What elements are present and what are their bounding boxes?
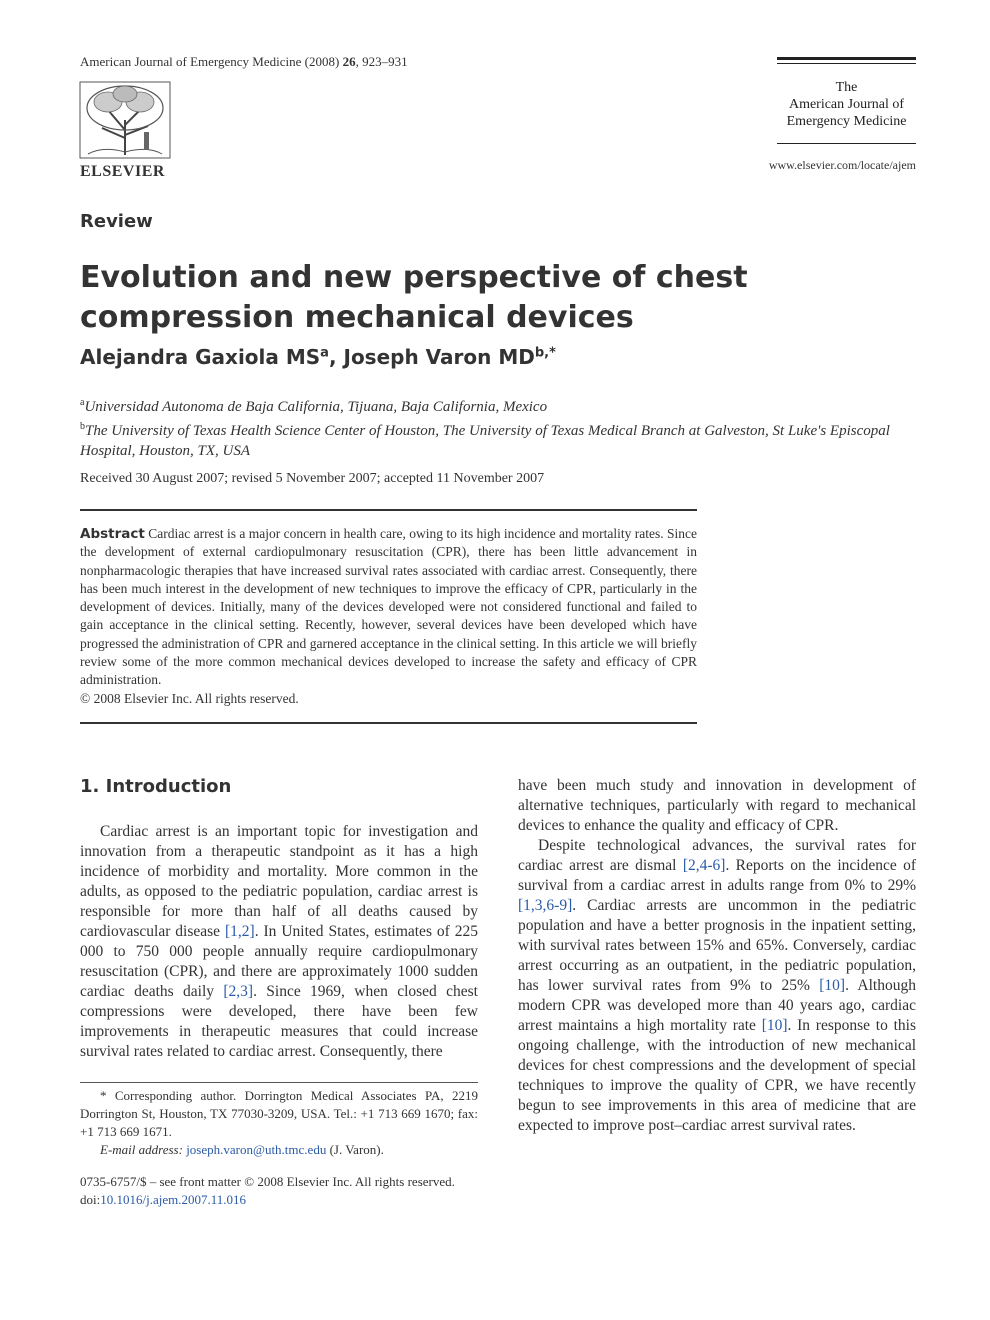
reference-link[interactable]: [2,3]: [223, 983, 254, 1000]
email-label: E-mail address:: [100, 1142, 187, 1157]
intro-paragraph-1-continued: have been much study and innovation in development of alternative techniques, particularly with regard to mechanical devices to enhance the quality and efficacy of CPR.: [518, 777, 916, 834]
journal-logo-line2: American Journal of: [788, 97, 905, 112]
corresponding-author-note: * Corresponding author. Dorrington Medical Associates PA, 2219 Dorrington St, Houston, TX 77030-3209, USA. Tel.: +1 713 669 1670; fax: +1 713 669 1671.: [80, 1088, 478, 1139]
author1-name: Alejandra Gaxiola MS: [80, 345, 321, 369]
intro-paragraph-2: [518, 836, 916, 1136]
reference-link[interactable]: [10]: [761, 1017, 788, 1034]
article-type-label: Review: [80, 211, 153, 232]
abstract-copyright: © 2008 Elsevier Inc. All rights reserved.: [80, 690, 299, 706]
intro-p1-text-a: Cardiac arrest is an important topic for investigation and innovation from a therapeutic standpoint as it has a high incidence of morbidity and mortality. More common in the adults, as opposed to the pediatric population, cardiac arrest is responsible for more than half of all deaths caused by cardiovascular disease: [80, 823, 478, 940]
issn-line: 0735-6757/$ – see front matter © 2008 Elsevier Inc. All rights reserved.: [80, 1174, 455, 1189]
journal-url[interactable]: www.elsevier.com/locate/ajem: [768, 158, 916, 172]
email-line: [80, 1141, 478, 1159]
author-line: [80, 345, 556, 369]
journal-logo-line1: The: [835, 80, 858, 95]
abstract-rule-top: [80, 509, 697, 511]
author1-affil-mark: a: [320, 345, 329, 361]
journal-logo-rule-thick: [777, 57, 916, 60]
intro-p2-text-e: . In response to this ongoing challenge, with the introduction of new mechanical devices for chest compressions and the development of special techniques to improve the quality of CPR, we have recently begun to see improvements in this area of medicine that are expected to improve post–cardiac arrest survival rates.: [518, 1017, 916, 1134]
body-column-2: [518, 776, 916, 1136]
doi-label: doi:: [80, 1192, 101, 1207]
author2-name: Joseph Varon MD: [343, 345, 535, 369]
intro-p2-text-c: . Cardiac arrests are uncommon in the pediatric population and have a better prognosis in the inpatient setting, with survival rates between 15% and 65%. Conversely, cardiac arrest occurring as an outpatient, in the pediatric population, has lower survival rates from 9% to 25%: [518, 897, 916, 994]
affiliation-b: [80, 417, 900, 461]
abstract-rule-bottom: [80, 722, 697, 724]
intro-p2-text-a: Despite technological advances, the survival rates for cardiac arrest are dismal: [518, 837, 916, 874]
affiliation-b-mark: b: [80, 421, 85, 432]
section-heading-introduction: 1. Introduction: [80, 776, 232, 797]
doi-line: [80, 1191, 455, 1209]
affiliation-a: [80, 393, 900, 417]
reference-link[interactable]: [10]: [819, 977, 846, 994]
author-separator: ,: [328, 345, 344, 369]
front-matter-footer: [80, 1173, 455, 1209]
affiliation-a-text: Universidad Autonoma de Baja California, Tijuana, Baja California, Mexico: [84, 399, 548, 415]
publisher-wordmark: ELSEVIER: [80, 163, 165, 180]
doi-link[interactable]: 10.1016/j.ajem.2007.11.016: [100, 1192, 246, 1207]
reference-link[interactable]: [2,4-6]: [682, 857, 726, 874]
citation-pages: , 923–931: [355, 54, 408, 69]
reference-link[interactable]: [1,2]: [225, 923, 255, 940]
journal-logo-rule-thin: [777, 63, 916, 64]
intro-p1-text-c: . Since 1969, when closed chest compressions were developed, there have been few improvements in therapeutic measures that could increase survival rates related to cardiac arrest. Consequently, there: [80, 983, 478, 1060]
affiliation-a-mark: a: [80, 397, 85, 408]
footnote-rule: [80, 1082, 478, 1083]
abstract-block: [80, 525, 697, 708]
author2-affil-mark: b,*: [534, 345, 556, 361]
journal-logo-rule-bottom: [777, 143, 916, 144]
intro-p2-text-d: . Although modern CPR was developed more than 40 years ago, cardiac arrest maintains a high mortality rate: [518, 977, 916, 1034]
citation-prefix: American Journal of Emergency Medicine (2008): [80, 54, 343, 69]
footnote-block: [80, 1087, 478, 1159]
abstract-label: Abstract: [80, 526, 145, 542]
article-title: Evolution and new perspective of chest compression mechanical devices: [80, 260, 748, 335]
affiliations: [80, 393, 900, 461]
journal-logo-text: [777, 79, 916, 130]
intro-p1-text-b: . In United States, estimates of 225 000 to 750 000 people annually require cardiopulmonary resuscitation (CPR), and there are approximately 1000 sudden cardiac deaths daily: [80, 923, 478, 1000]
citation-volume: 26: [342, 54, 356, 69]
abstract-text: Cardiac arrest is a major concern in health care, owing to its high incidence and mortality rates. Since the development of external cardiopulmonary resuscitation (CPR), there has been little advancement in nonpharmacologic therapies that have increased survival rates associated with cardiac arrest. Consequently, there has been much interest in the development of new techniques to improve the efficacy of CPR, particularly in the development of devices. Initially, many of the devices developed were not considered functional and failed to gain acceptance in the clinical setting. Recently, however, several devices have been developed which have progressed the administration of CPR and garnered acceptance in the clinical setting. In this article we will briefly review some of the more common mechanical devices developed to increase the safety and efficacy of CPR administration.: [80, 526, 697, 688]
intro-paragraph-1: [80, 822, 478, 1062]
email-link[interactable]: joseph.varon@uth.tmc.edu: [186, 1142, 327, 1157]
article-history-dates: Received 30 August 2007; revised 5 November 2007; accepted 11 November 2007: [80, 471, 545, 486]
email-suffix: (J. Varon).: [326, 1142, 384, 1157]
journal-citation: [80, 54, 408, 70]
affiliation-b-text: The University of Texas Health Science Center of Houston, The University of Texas Medical Branch at Galveston, St Luke's Episcopal Hospital, Houston, TX, USA: [80, 423, 890, 459]
reference-link[interactable]: [1,3,6-9]: [518, 897, 573, 914]
intro-p2-text-b: . Reports on the incidence of survival from a cardiac arrest in adults range from 0% to 29%: [518, 857, 916, 894]
journal-logo-line3: Emergency Medicine: [786, 114, 907, 129]
